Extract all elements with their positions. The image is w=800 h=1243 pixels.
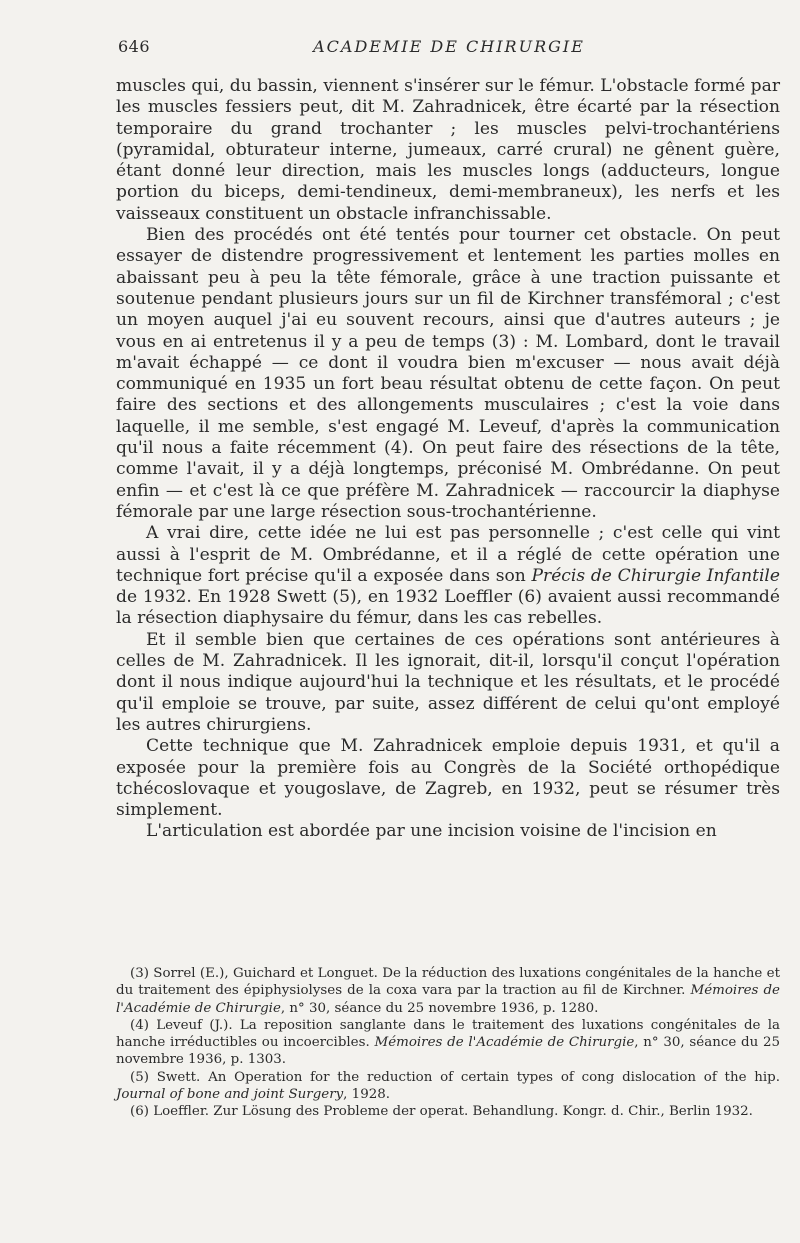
footnote-4-text-a: (4) Leveuf (J.). La reposition sanglante dans le traitement des luxations congénitales de la hanche irréductibles ou incoercibles.: [116, 1017, 780, 1051]
footnote-4-text-b: , n° 30, séance du 25 novembre 1936, p. 1303.: [116, 1035, 780, 1068]
page-number: 646: [118, 37, 151, 56]
paragraph-3-text-b: de 1932. En 1928 Swett (5), en 1932 Loeffler (6) avaient aussi recommandé la résection diaphysaire du fémur, dans les cas rebelles.: [116, 587, 780, 629]
footnote-5: [116, 1069, 780, 1104]
paragraph-3: [116, 523, 780, 629]
footnote-3-text-b: , n° 30, séance du 25 novembre 1936, p. 1280.: [280, 1000, 599, 1016]
paragraph-6: L'articulation est abordée par une incision voisine de l'incision en: [146, 821, 717, 842]
paragraph-3-text-a: A vrai dire, cette idée ne lui est pas personnelle ; c'est celle qui vint aussi à l'esprit de M. Ombrédanne, et il a réglé de cette opération une technique fort précise qu'il a exposée dans son: [116, 523, 780, 586]
paragraph-4: Et il semble bien que certaines de ces opérations sont antérieures à celles de M. Zahradnicek. Il les ignorait, dit-il, lorsqu'il conçut l'opération dont il nous indique aujourd'hui la technique et les résultats, et le procédé qu'il emploie se trouve, par suite, assez différent de celui qu'ont employé les autres chirurgiens.: [116, 629, 780, 735]
running-title: ACADEMIE DE CHIRURGIE: [313, 37, 585, 56]
footnote-4: [116, 1017, 780, 1069]
footnote-5-text-a: (5) Swett. An Operation for the reduction of certain types of cong dislocation of the hip.: [130, 1069, 780, 1085]
body-text: [116, 76, 780, 843]
precis-title: Précis de Chirurgie Infantile: [531, 565, 780, 586]
footnote-3-text-a: (3) Sorrel (E.), Guichard et Longuet. De la réduction des luxations congénitales de la hanche et du traitement des épiphysiolyses de la coxa vara par la traction au fil de Kirchner.: [116, 966, 780, 999]
footnote-5-journal: Journal of bone and joint Surgery: [116, 1087, 344, 1103]
footnote-3: [116, 965, 780, 1017]
paragraph-1: muscles qui, du bassin, viennent s'insérer sur le fémur. L'obstacle formé par les muscles fessiers peut, dit M. Zahradnicek, être écarté par la résection temporaire du grand trochanter ; les muscles pelvi-trochantériens (pyramidal, obturateur interne, jumeaux, carré crural) ne gênent guère, étant donné leur direction, mais les muscles longs (adducteurs, longue portion du biceps, demi-tendineux, demi-membraneux), les nerfs et les vaisseaux constituent un obstacle infranchissable.: [116, 76, 780, 224]
footnote-3-journal: Mémoires de l'Académie de Chirurgie: [116, 983, 780, 1016]
footnote-5-text-b: , 1928.: [343, 1087, 391, 1103]
footnote-4-journal: Mémoires de l'Académie de Chirurgie: [374, 1035, 635, 1051]
footnotes: [116, 965, 780, 1121]
paragraph-2: Bien des procédés ont été tentés pour tourner cet obstacle. On peut essayer de distendre progressivement et lentement les parties molles en abaissant peu à peu la tête fémorale, grâce à une traction puissante et soutenue pendant plusieurs jours sur un fil de Kirchner transfémoral ; c'est un moyen auquel j'ai eu souvent recours, ainsi que d'autres auteurs ; je vous en ai entretenus il y a peu de temps (3) : M. Lombard, dont le travail m'avait échappé — ce dont il voudra bien m'excuser — nous avait déjà communiqué en 1935 un fort beau résultat obtenu de cette façon. On peut faire des sections et des allongements musculaires ; c'est la voie dans laquelle, il me semble, s'est engagé M. Leveuf, d'après la communication qu'il nous a faite récemment (4). On peut faire des résections de la tête, comme l'avait, il y a déjà longtemps, préconisé M. Ombrédanne. On peut enfin — et c'est là ce que préfère M. Zahradnicek — raccourcir la diaphyse fémorale par une large résection sous-trochantérienne.: [116, 225, 780, 522]
paragraph-5: Cette technique que M. Zahradnicek emploie depuis 1931, et qu'il a exposée pour la première fois au Congrès de la Société orthopédique tchécoslovaque et yougoslave, de Zagreb, en 1932, peut se résumer très simplement.: [116, 736, 780, 821]
footnote-6: (6) Loeffler. Zur Lösung des Probleme der operat. Behandlung. Kongr. d. Chir., Berlin 1932.: [130, 1104, 753, 1120]
